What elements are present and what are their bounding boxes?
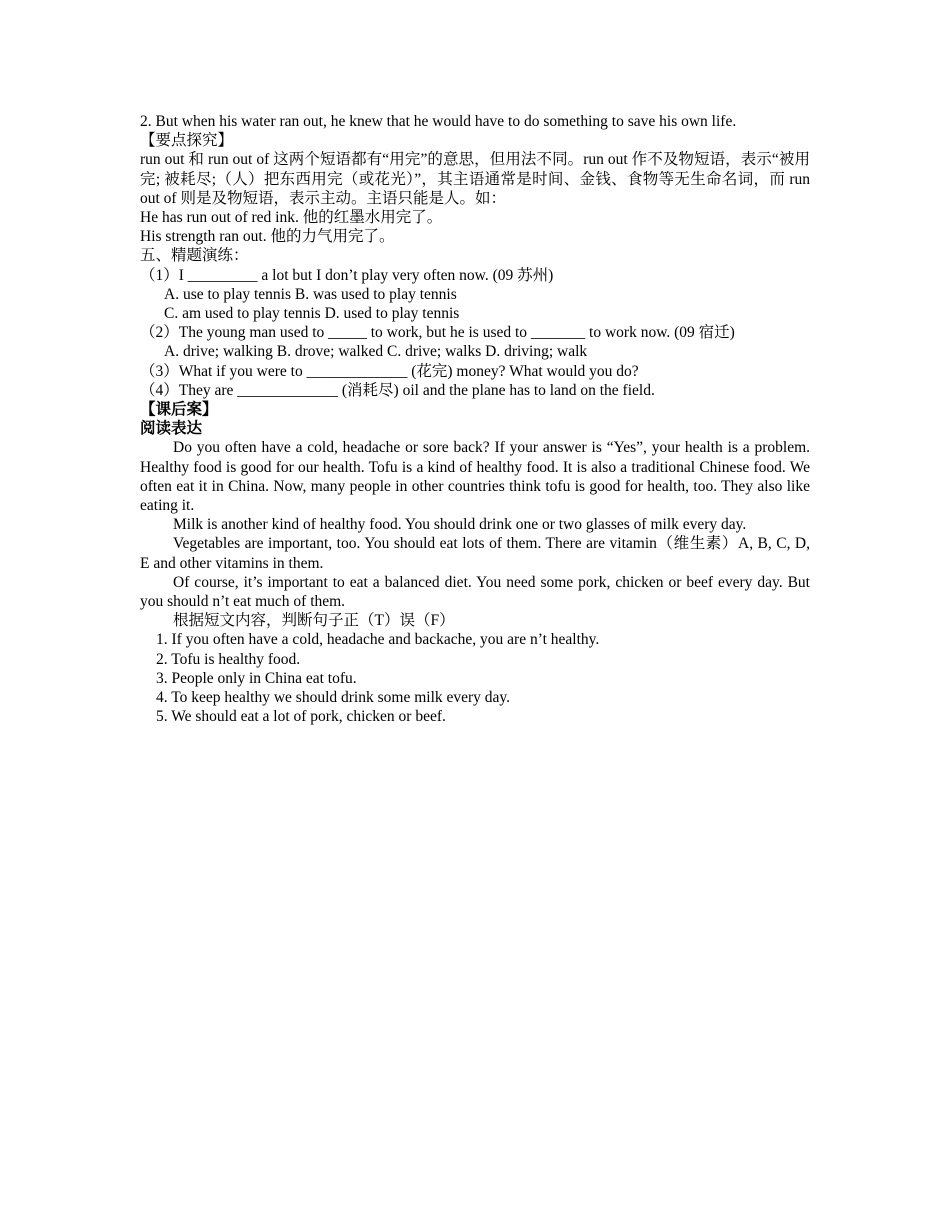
question-4: （4）They are _____________ (消耗尽) oil and the plane has to land on the field.: [140, 381, 655, 399]
question-1-options-row-2: C. am used to play tennis D. used to play tennis: [164, 305, 460, 323]
question-1: （1）I _________ a lot but I don’t play very often now. (09 苏州): [140, 266, 554, 284]
question-2: （2）The young man used to _____ to work, but he is used to _______ to work now. (09 宿迁): [140, 324, 735, 342]
reading-paragraph: Vegetables are important, too. You should eat lots of them. There are vitamin（维生素）A, B, C, D, E and other vitamins in them.: [140, 535, 810, 572]
true-false-statement: 2. Tofu is healthy food.: [156, 650, 301, 668]
true-false-statement: 5. We should eat a lot of pork, chicken or beef.: [156, 708, 446, 726]
reading-subheading: 阅读表达: [140, 420, 203, 438]
key-points-explanation: run out 和 run out of 这两个短语都有“用完”的意思，但用法不同。run out 作不及物短语，表示“被用完; 被耗尽;（人）把东西用完（或花光）”，其主语通常是时间、金钱、食物等无生命名词，而 run out of 则是及物短语，表示主动。主语只能是人。如：: [140, 151, 810, 207]
reading-paragraph: Of course, it’s important to eat a balanced diet. You need some pork, chicken or beef every day. But you should n’t eat much of them.: [140, 573, 810, 611]
document-content: [140, 112, 810, 727]
example-sentence: His strength ran out. 他的力气用完了。: [140, 228, 395, 246]
sentence-2: 2. But when his water ran out, he knew that he would have to do something to save his own life.: [140, 113, 737, 130]
question-3: （3）What if you were to _____________ (花完) money? What would you do?: [140, 362, 639, 380]
reading-paragraph: Do you often have a cold, headache or sore back? If your answer is “Yes”, your health is a problem. Healthy food is good for our health. Tofu is a kind of healthy food. It is also a traditional Chinese food. We often eat it in China. Now, many people in other countries think tofu is good for health, too. They also like eating it.: [140, 439, 810, 515]
key-points-heading: 【要点探究】: [140, 132, 234, 150]
true-false-statement: 4. To keep healthy we should drink some milk every day.: [156, 689, 511, 707]
true-false-statement: 1. If you often have a cold, headache and backache, you are n’t healthy.: [156, 631, 600, 649]
true-false-statement: 3. People only in China eat tofu.: [156, 669, 357, 687]
true-false-instruction: 根据短文内容，判断句子正（T）误（F）: [173, 612, 455, 630]
question-1-options-row-1: A. use to play tennis B. was used to play tennis: [164, 285, 457, 303]
example-sentence: He has run out of red ink. 他的红墨水用完了。: [140, 209, 443, 227]
practice-heading: 五、精题演练：: [140, 247, 249, 265]
question-2-options: A. drive; walking B. drove; walked C. drive; walks D. driving; walk: [164, 343, 588, 361]
reading-paragraph: Milk is another kind of healthy food. You should drink one or two glasses of milk every day.: [173, 516, 747, 534]
after-class-heading: 【课后案】: [140, 401, 218, 419]
